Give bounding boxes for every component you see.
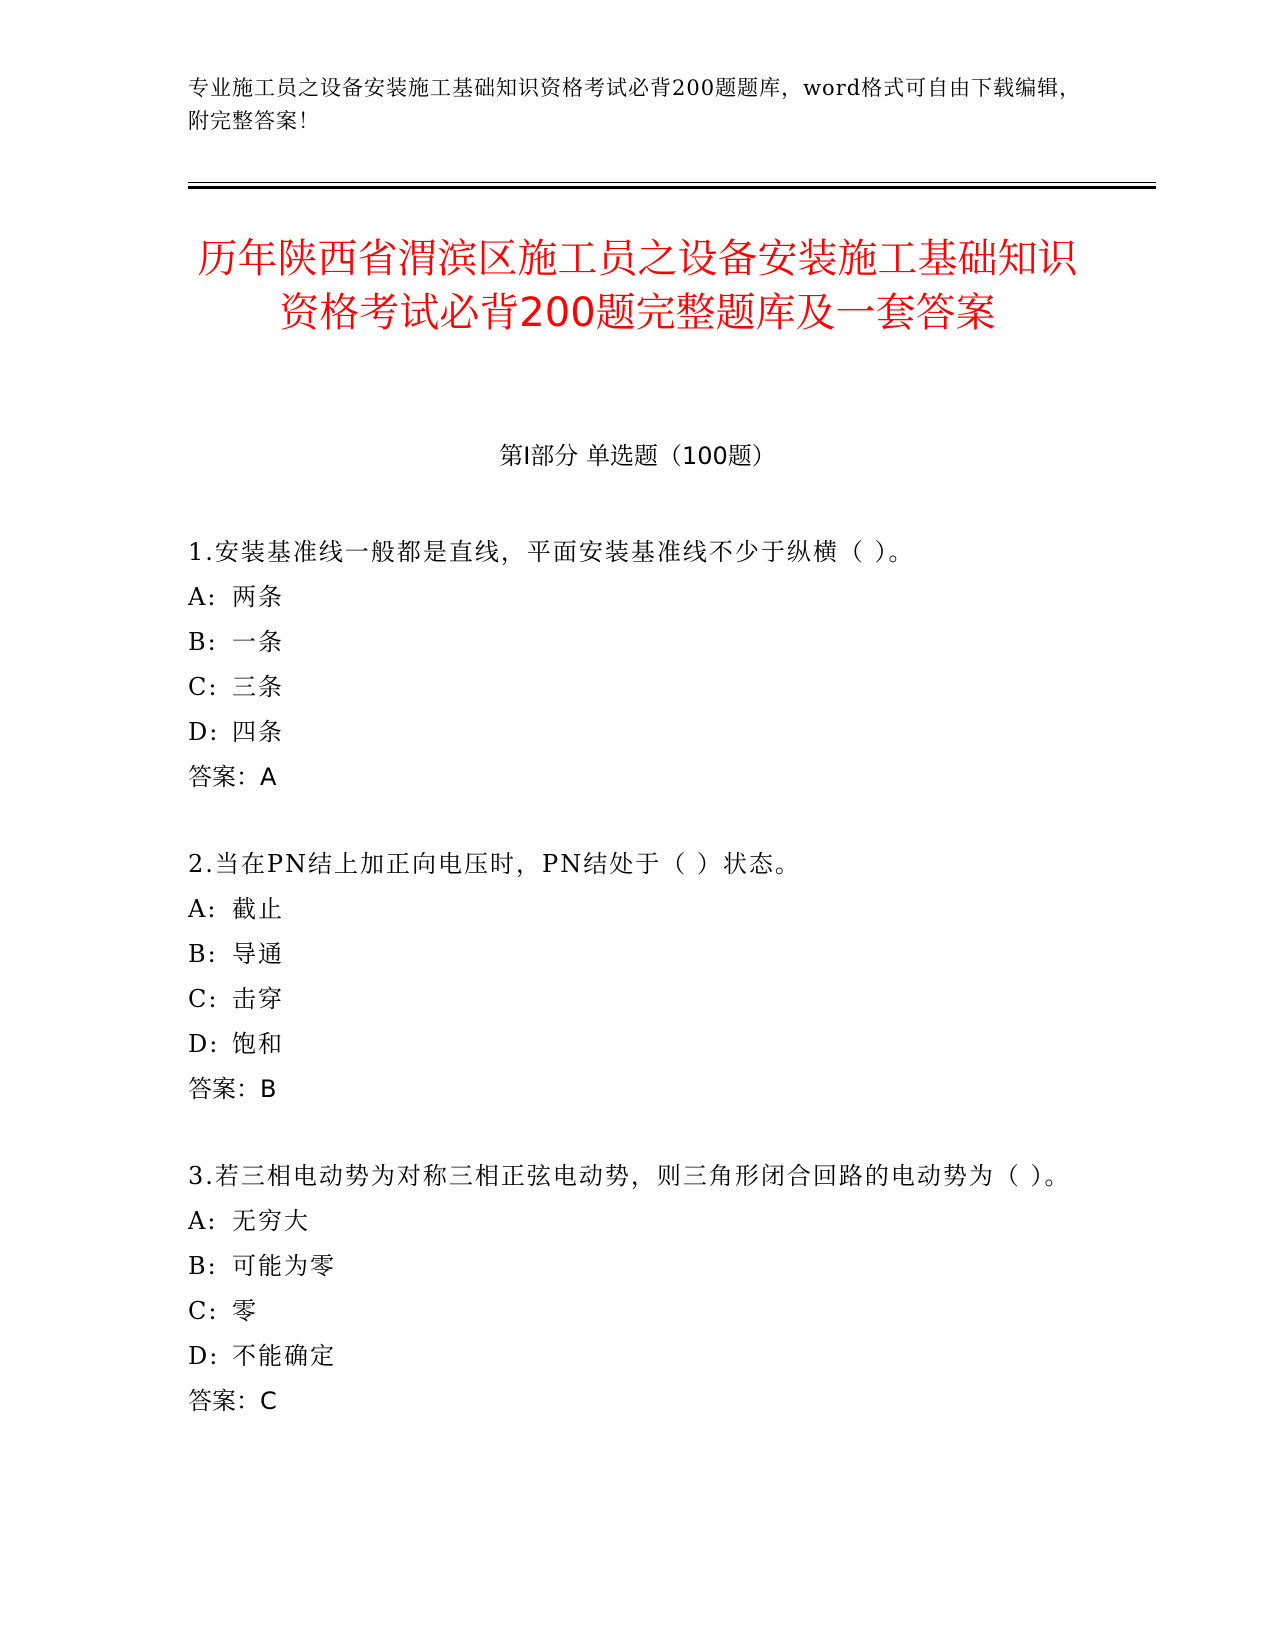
option-a — [188, 1199, 1088, 1244]
option-text: 导通 — [232, 940, 284, 968]
option-text: 零 — [232, 1297, 258, 1325]
option-text: 一条 — [232, 628, 284, 656]
option-text: 两条 — [232, 583, 284, 611]
answer-value: C — [260, 1387, 277, 1415]
option-text: 四条 — [232, 718, 284, 746]
option-letter: C: — [188, 1297, 219, 1325]
option-text: 不能确定 — [232, 1342, 336, 1370]
option-d — [188, 710, 1088, 755]
document-title: 历年陕西省渭滨区施工员之设备安装施工基础知识资格考试必背200题完整题库及一套答案 — [197, 236, 1078, 336]
option-letter: D: — [188, 1342, 220, 1370]
question-stem: 3.若三相电动势为对称三相正弦电动势，则三角形闭合回路的电动势为（ ）。 — [188, 1162, 1071, 1190]
answer-line — [188, 1067, 1088, 1112]
question-2 — [188, 842, 1088, 1112]
answer-label: 答案： — [188, 763, 260, 791]
answer-value: A — [260, 763, 277, 791]
option-b — [188, 932, 1088, 977]
question-1 — [188, 530, 1088, 800]
option-letter: D: — [188, 1030, 220, 1058]
option-text: 截止 — [232, 895, 284, 923]
section-heading: 第I部分 单选题（100题） — [499, 442, 776, 470]
option-d — [188, 1022, 1088, 1067]
option-text: 击穿 — [232, 985, 284, 1013]
option-a — [188, 575, 1088, 620]
option-letter: B: — [188, 628, 218, 656]
option-b — [188, 620, 1088, 665]
option-letter: C: — [188, 673, 219, 701]
answer-value: B — [260, 1075, 277, 1103]
option-letter: D: — [188, 718, 220, 746]
option-c — [188, 977, 1088, 1022]
option-letter: A: — [188, 895, 218, 923]
option-text: 可能为零 — [232, 1252, 336, 1280]
header-rule-thin — [188, 182, 1156, 183]
header-rule-thick — [188, 186, 1156, 189]
question-3 — [188, 1154, 1088, 1424]
option-b — [188, 1244, 1088, 1289]
header-note: 专业施工员之设备安装施工基础知识资格考试必背200题题库，word格式可自由下载编辑，附完整答案！ — [188, 76, 1082, 133]
option-text: 饱和 — [232, 1030, 284, 1058]
option-d — [188, 1334, 1088, 1379]
option-text: 无穷大 — [232, 1207, 310, 1235]
option-letter: A: — [188, 583, 218, 611]
answer-label: 答案： — [188, 1387, 260, 1415]
question-stem: 2.当在PN结上加正向电压时，PN结处于（ ）状态。 — [188, 850, 801, 878]
answer-line — [188, 755, 1088, 800]
option-c — [188, 665, 1088, 710]
option-a — [188, 887, 1088, 932]
option-letter: B: — [188, 940, 218, 968]
question-stem: 1.安装基准线一般都是直线，平面安装基准线不少于纵横（ ）。 — [188, 538, 915, 566]
option-text: 三条 — [232, 673, 284, 701]
question-list — [188, 530, 1088, 1466]
answer-line — [188, 1379, 1088, 1424]
option-c — [188, 1289, 1088, 1334]
answer-label: 答案： — [188, 1075, 260, 1103]
option-letter: B: — [188, 1252, 218, 1280]
option-letter: C: — [188, 985, 219, 1013]
option-letter: A: — [188, 1207, 218, 1235]
